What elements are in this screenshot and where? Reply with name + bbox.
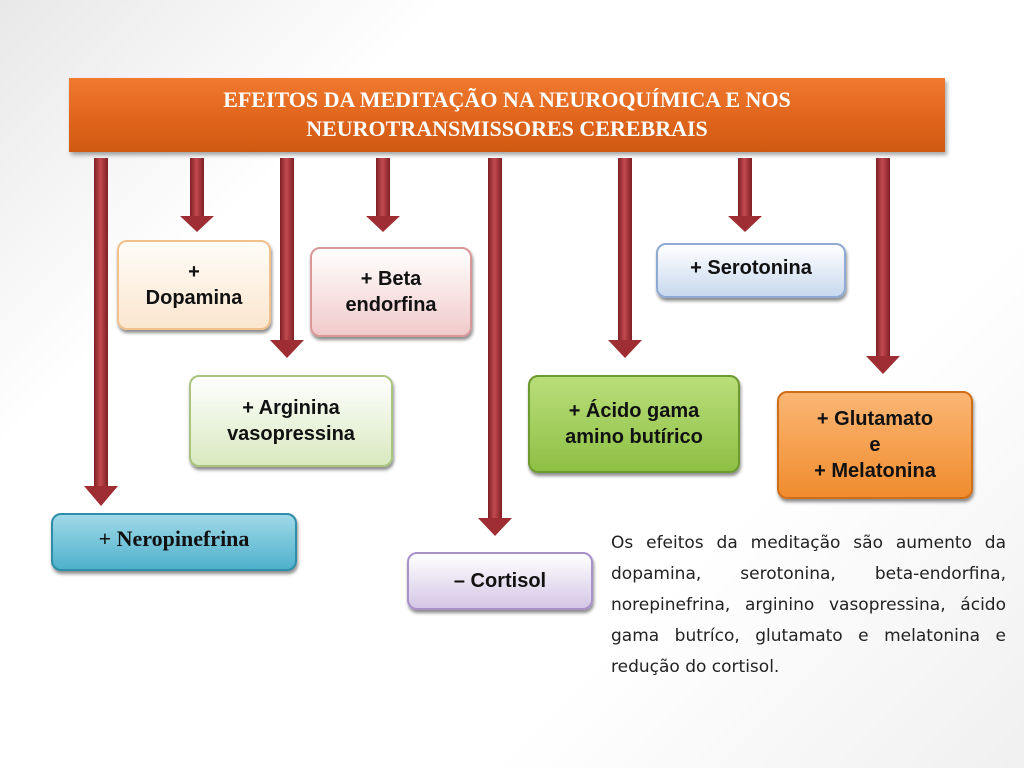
- arrow-acido-gama: [608, 158, 642, 358]
- box-neropinefrina: + Neropinefrina: [51, 513, 297, 571]
- description-text: Os efeitos da meditação são aumento da dopamina, serotonina, beta-endorfina, norepinefrina, arginino vasopressina, ácido gama butríco, glutamato e melatonina e redução do cortisol.: [611, 533, 1006, 678]
- arrow-beta-endorfina: [366, 158, 400, 232]
- arrow-serotonina: [728, 158, 762, 232]
- box-glutamato-melatonina: + Glutamato e + Melatonina: [777, 391, 973, 499]
- box-arginina-vasopressina: + Arginina vasopressina: [189, 375, 393, 467]
- box-dopamina: + Dopamina: [117, 240, 271, 330]
- box-serotonina: + Serotonina: [656, 243, 846, 298]
- arrow-arginina: [270, 158, 304, 358]
- arrow-neropinefrina: [84, 158, 118, 506]
- box-acido-gama-amino-butirico: + Ácido gama amino butírico: [528, 375, 740, 473]
- arrow-dopamina: [180, 158, 214, 232]
- diagram-title: EFEITOS DA MEDITAÇÃO NA NEUROQUÍMICA E NOS NEUROTRANSMISSORES CEREBRAIS: [69, 78, 945, 152]
- arrow-cortisol: [478, 158, 512, 536]
- arrow-glutamato: [866, 158, 900, 374]
- box-beta-endorfina: + Beta endorfina: [310, 247, 472, 337]
- box-cortisol: – Cortisol: [407, 552, 593, 610]
